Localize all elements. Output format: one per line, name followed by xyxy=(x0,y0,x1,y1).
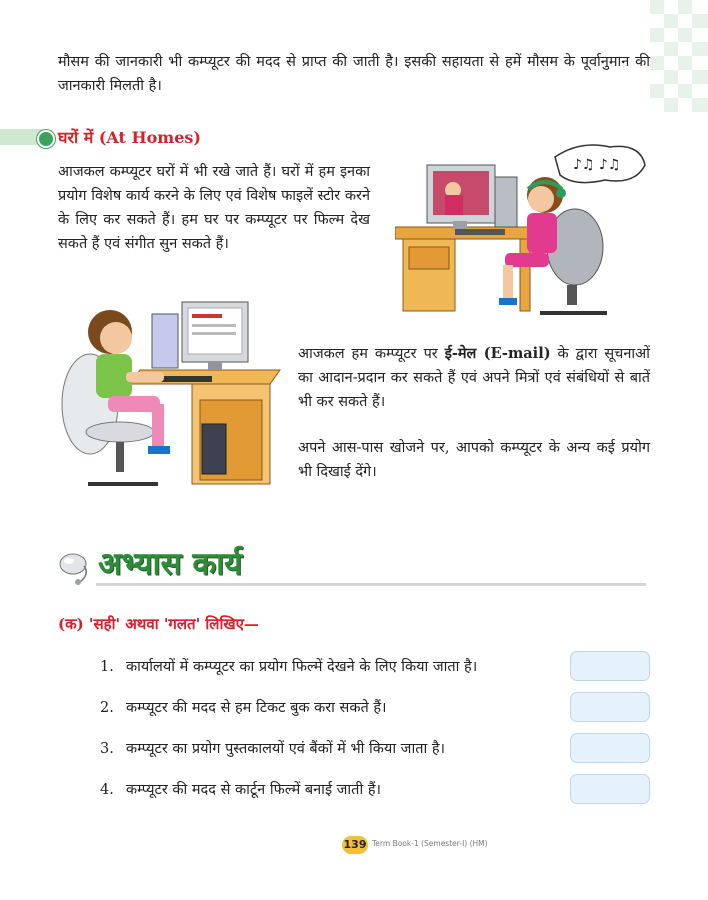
checker-pattern xyxy=(650,0,708,130)
question-row xyxy=(100,692,650,722)
more-uses-paragraph: अपने आस-पास खोजने पर, आपको कम्प्यूटर के अन्य कई प्रयोग भी दिखाई देंगे। xyxy=(298,440,650,480)
part-a-header: (क) 'सही' अथवा 'गलत' लिखिए— xyxy=(58,615,259,633)
question-statement: कम्प्यूटर की मदद से कार्टून फिल्में बनाई जाती हैं। xyxy=(126,782,382,798)
answer-box[interactable] xyxy=(570,733,650,763)
exercise-heading xyxy=(58,540,658,590)
question-text xyxy=(100,656,477,676)
weather-paragraph: मौसम की जानकारी भी कम्प्यूटर की मदद से प्राप्त की जाती है। इसकी सहायता से हमें मौसम के पूर्वानुमान की जानकारी मिलती है। xyxy=(58,54,650,94)
question-statement: कम्प्यूटर की मदद से हम टिकट बुक करा सकते हैं। xyxy=(126,700,387,716)
svg-text:♪♫ ♪♫: ♪♫ ♪♫ xyxy=(573,157,621,173)
answer-box[interactable] xyxy=(570,774,650,804)
question-row xyxy=(100,651,650,681)
page-number-badge: 139 xyxy=(342,836,368,854)
section-heading-homes xyxy=(0,126,210,148)
question-text xyxy=(100,697,387,717)
email-paragraph-after: के द्वारा सूचनाओं का आदान-प्रदान कर सकते हैं एवं अपने मित्रों एवं संबंधियों से बातें भी कर सकते हैं। xyxy=(298,346,650,410)
question-number: 2. xyxy=(100,700,114,716)
bullet-dot-icon xyxy=(37,130,55,148)
question-row xyxy=(100,733,650,763)
answer-box[interactable] xyxy=(570,651,650,681)
heading-text: घरों में (At Homes) xyxy=(58,128,201,147)
question-number: 1. xyxy=(100,659,114,675)
question-row xyxy=(100,774,650,804)
mouse-icon xyxy=(58,548,92,586)
exercise-title: अभ्यास कार्य xyxy=(98,546,243,582)
question-number: 4. xyxy=(100,782,114,798)
girl-at-computer-illustration xyxy=(395,135,665,330)
question-statement: कार्यालयों में कम्प्यूटर का प्रयोग फिल्में देखने के लिए किया जाता है। xyxy=(126,659,478,675)
email-paragraph-before: आजकल हम कम्प्यूटर पर xyxy=(298,346,445,362)
boy-at-computer-illustration xyxy=(60,292,288,502)
exercise-divider xyxy=(96,583,646,586)
email-paragraph-bold: ई-मेल (E-mail) xyxy=(444,345,551,362)
book-label: Term Book-1 (Semester-I) (HM) xyxy=(372,839,488,848)
email-paragraph xyxy=(298,342,650,414)
question-number: 3. xyxy=(100,741,114,757)
question-statement: कम्प्यूटर का प्रयोग पुस्तकालयों एवं बैंकों में भी किया जाता है। xyxy=(126,741,446,757)
homes-paragraph: आजकल कम्प्यूटर घरों में भी रखे जाते हैं। घरों में हम इनका प्रयोग विशेष कार्य करने के लिए एवं विशेष फाइलें स्टोर करने के लिए कर सकते हैं। हम घर पर कम्प्यूटर पर फिल्म देख सकते हैं एवं संगीत सुन सकते हैं। xyxy=(58,164,370,252)
question-text xyxy=(100,738,445,758)
answer-box[interactable] xyxy=(570,692,650,722)
question-text xyxy=(100,779,381,799)
